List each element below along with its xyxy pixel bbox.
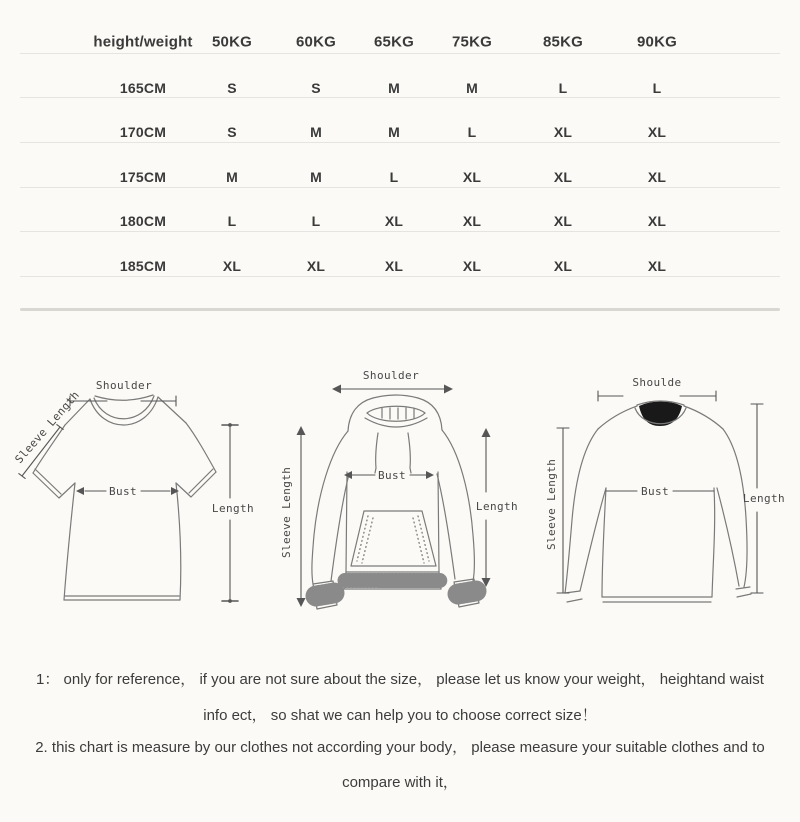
sleeve-length-label: Sleeve Length [545, 458, 558, 550]
table-cell: L [227, 213, 237, 229]
row-height-label: 185CM [119, 258, 167, 274]
hoodie-size-diagram [270, 360, 530, 640]
table-cell: M [466, 80, 478, 96]
sweater-sketch [565, 401, 751, 602]
table-cell: S [311, 80, 321, 96]
table-cell: L [467, 124, 477, 140]
hoodie-dimensions [280, 369, 518, 607]
table-cell: XL [462, 258, 482, 274]
table-divider [20, 231, 780, 232]
table-header-90kg: 90KG [637, 33, 677, 51]
table-cell: L [311, 213, 321, 229]
table-cell: M [310, 169, 322, 185]
table-cell: M [226, 169, 238, 185]
table-cell: XL [647, 258, 667, 274]
table-cell: XL [553, 169, 573, 185]
note-1-line-1: 1： only for reference， if you are not sure about the size， please let us know your weight， heightand waist [36, 671, 764, 688]
note-2-line-2: compare with it， [342, 774, 458, 791]
table-cell: M [388, 80, 400, 96]
sweater-size-diagram [510, 360, 800, 640]
row-height-label: 165CM [119, 80, 167, 96]
table-cell: XL [384, 213, 404, 229]
table-divider [20, 142, 780, 143]
table-cell: L [652, 80, 662, 96]
table-divider [20, 53, 780, 54]
table-divider [20, 276, 780, 277]
table-cell: XL [384, 258, 404, 274]
table-cell: S [227, 80, 237, 96]
table-cell: M [310, 124, 322, 140]
table-cell: XL [462, 169, 482, 185]
row-height-label: 180CM [119, 213, 167, 229]
table-cell: L [389, 169, 399, 185]
row-height-label: 175CM [119, 169, 167, 185]
length-label: Length [211, 502, 255, 515]
table-divider [20, 97, 780, 98]
shoulder-label: Shoulde [632, 376, 682, 389]
sleeve-length-label: Sleeve Length [12, 388, 83, 466]
shoulder-label: Shoulder [362, 369, 420, 382]
table-cell: XL [222, 258, 242, 274]
sleeve-length-label: Sleeve Length [280, 466, 293, 558]
bust-label: Bust [108, 485, 138, 498]
bust-label: Bust [640, 485, 670, 498]
note-2-line-1: 2. this chart is measure by our clothes not according your body， please measure your suitable clothes and to [35, 739, 765, 756]
table-header-85kg: 85KG [543, 33, 583, 51]
shoulder-label: Shoulder [95, 379, 153, 392]
length-label: Length [742, 492, 786, 505]
table-cell: XL [553, 258, 573, 274]
table-cell: L [558, 80, 568, 96]
table-cell: M [388, 124, 400, 140]
row-height-label: 170CM [119, 124, 167, 140]
table-cell: XL [647, 124, 667, 140]
table-cell: XL [553, 124, 573, 140]
table-header-75kg: 75KG [452, 33, 492, 51]
table-cell: XL [553, 213, 573, 229]
table-cell: XL [306, 258, 326, 274]
table-cell: XL [462, 213, 482, 229]
table-cell: XL [647, 213, 667, 229]
hoodie-sketch [312, 395, 479, 609]
table-bottom-divider [20, 308, 780, 311]
table-header-50kg: 50KG [212, 33, 252, 51]
table-divider [20, 187, 780, 188]
table-cell: XL [647, 169, 667, 185]
note-1-line-2: info ect， so shat we can help you to choose correct size！ [203, 707, 597, 724]
table-header-height-weight: height/weight [93, 33, 193, 51]
length-label: Length [475, 500, 519, 513]
tshirt-dimensions [12, 379, 254, 603]
bust-label: Bust [377, 469, 407, 482]
table-cell: S [227, 124, 237, 140]
table-header-65kg: 65KG [374, 33, 414, 51]
tshirt-size-diagram [10, 360, 270, 640]
table-header-60kg: 60KG [296, 33, 336, 51]
